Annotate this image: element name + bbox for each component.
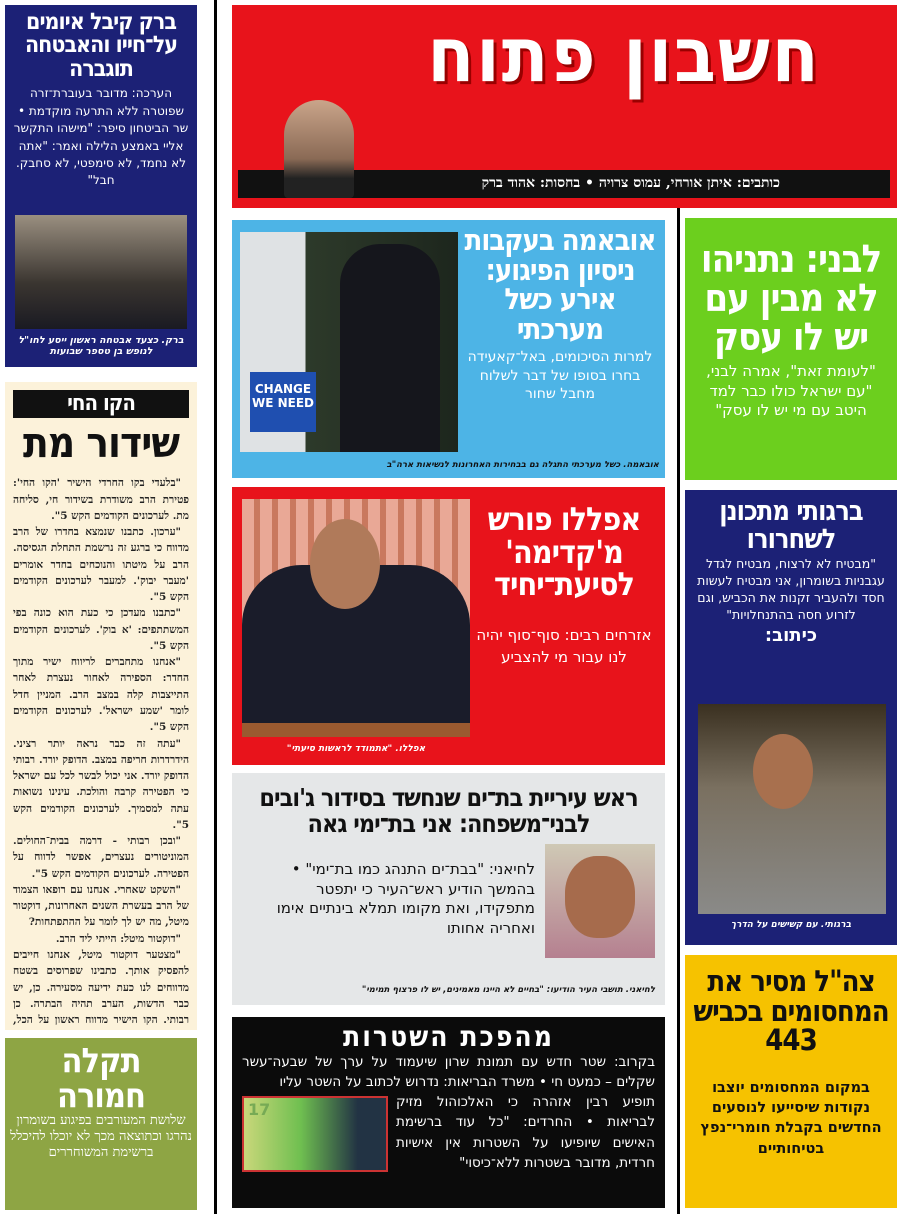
paragraph: "מצטער דוקטור מיטל, אנחנו חייבים להפסיק אותך. כתבינו שפרוסים בשטח מדווחים לנו כעת ידיעה מסעירה. כן, יש כבר הדשות, הערב תהיה הבתרה. כן רבותי. הקו הישיר מדווח ראשון על הכל, xyxy=(13,948,189,1027)
caption: לחיאני. תושבי העיר הודיעו: "בחיים לא היינו מאמינים, יש לו פרצוף תמימי" xyxy=(361,985,655,995)
subhead-top: בקרוב: שטר חדש עם תמונת שרון שיעמוד על ערך של שבעה־עשר שקלים – כמעט חי • משרד הבריאות: נדרוש לכתוב על השטר עליו xyxy=(242,1053,655,1090)
paragraph: "עתה זה כבר נראה יותר רציני. הידרדרות חריפה במצב. הדופק יורד. רבותי הדופק יורד. אני יכול לבשר לכל עם ישראל כי הפטירה קרבה והולכת. עינינו נשואות עתה למסמיך. לערכונים הקודמים הקש 5". xyxy=(13,737,189,831)
subhead: למרות הסיכומים, באל־קאעידה בחרו בסופו של דבר לשלוח מחבל שחור xyxy=(467,349,653,402)
obama-story xyxy=(232,220,665,478)
banknote-value: 17 xyxy=(248,1100,271,1120)
label: כיתוב: xyxy=(764,624,818,646)
takala-story xyxy=(5,1038,197,1210)
livni-story xyxy=(685,218,897,480)
paragraph: "ובכן רבותי - דרמה בבית־החולים. המוניטורים נעצרים, אפשר לדווח על הפטירה. לערכונים הקודמים הקש 5". xyxy=(13,835,189,880)
subhead: "לעומת זאת", אמרה לבני, "עם ישראל כולו כבר למד היטב עם מי יש לו עסק" xyxy=(706,362,876,420)
caption: אובאמה. כשל מערכתי התגלה גם בבחירות האחרונות לנשיאות ארה"ב xyxy=(386,460,659,470)
section-label: הקו החי xyxy=(13,390,189,418)
headline: מהפכת השטרות xyxy=(343,1020,554,1053)
caption: ברגותי. עם קשישים על הדרך xyxy=(730,920,852,930)
barghouti-photo xyxy=(698,704,886,914)
paragraph: "ערכון. כתבנו שנמצא בחדרו של הרב מדווח כי ברגע זה נרשמת התחלת הגסיסה. הרב על מיטתו והנוכחים בחדר אומרים 'מעבר יבוק'. למעבר לערכונים הקודמים הקש 5". xyxy=(13,526,189,604)
masthead xyxy=(232,5,897,208)
paragraph: "אנחנו מתחברים לריווח ישיר מתוך החדר: הספירה לאחור נעצרת לאחר התייצבות קלה במצב הרב. המניין חדל לומר 'שמע ישראל'. לערכונים הקודמים הקש 5". xyxy=(13,656,189,734)
lahiani-face xyxy=(565,856,635,938)
headline: ראש עיריית בת־ים שנחשד בסידור ג'ובים לבני־משפחה: אני בת־ימי גאה xyxy=(259,783,638,838)
article-body xyxy=(13,475,189,1030)
headline: ברגותי מתכונן לשחרורו xyxy=(719,496,863,555)
podium-sign: CHANGE WE NEED xyxy=(250,372,316,432)
banknote-image xyxy=(242,1096,388,1172)
police-row xyxy=(242,1092,655,1173)
obama-text xyxy=(461,223,659,403)
byline: כותבים: איתן אורחי, עמוס צרויה • בחסות: אהוד ברק xyxy=(481,175,780,191)
headline: שידור מת xyxy=(23,418,179,468)
aflalo-face xyxy=(310,519,380,609)
desk xyxy=(242,723,470,737)
batyam-row xyxy=(242,844,655,938)
headline: ברק קיבל איומים על־חייו והאבטחה תוגברה xyxy=(24,9,178,82)
column-rule xyxy=(214,0,217,1214)
subhead: אזרחים רבים: סוף־סוף יהיה לנו עבור מי להצביע xyxy=(476,625,652,666)
aflalo-story xyxy=(232,487,665,765)
headline: לבני: נתניהו לא מבין עם יש לו עסק xyxy=(700,237,882,359)
caption: אפללו. "אתמודד לראשות סיעתי" xyxy=(286,744,426,754)
masthead-title: חשבון פתוח xyxy=(427,10,821,99)
headline: אובאמה בעקבות ניסיון הפיגוע: אירע כשל מערכתי xyxy=(464,223,656,346)
police-story xyxy=(232,1017,665,1208)
lahiani-photo xyxy=(545,844,655,958)
headline: אפללו פורש מ'קדימה' לסיעת־יחיד xyxy=(487,500,641,604)
kav-hachai-column xyxy=(5,382,197,1030)
subhead: לחיאני: "בבת־ים התנהג כמו בת־ימי" • בהמשך הודיע ראש־העיר כי יתפטר מתפקידו, ואת מקומו תמלא בינתיים אימו ואחריה אחותו xyxy=(276,860,535,937)
obama-photo xyxy=(240,232,458,452)
subhead: שלושת המעורבים בפיגוע בשומרון נהרגו וכתוצאה מכך לא יוכלו להיכלל ברשימת המשוחררים xyxy=(10,1113,192,1160)
batyam-story xyxy=(232,773,665,1005)
subhead: "מבטיח לא לרצוח, מבטיח לגדל עגבניות בשומרון, אני מבטיח לעשות חסד ולהעביר זקנות את הכביש, וגם לזרוע חסה בהתנחלויות" xyxy=(697,556,885,622)
caption: ברק. כצעד אבטחה ראשון ייסע לחו"ל לנופש בן טספר שבועות xyxy=(18,335,184,357)
barghouti-story xyxy=(685,490,897,945)
headline: תקלה חמורה xyxy=(56,1041,146,1116)
column-rule xyxy=(677,205,680,1214)
subhead: הערכה: מדובר בעוברת־זרה שפוטרה ללא התרעה מוקדמת • שר הביטחון סיפר: "מישהו התקשר אליי באמצע הלילה ואמר: "אתה לא נחמד, לא סימפטי, לא סחבק. חבל" xyxy=(13,86,189,188)
paragraph: "דוקטור מיטל: הייתי ליד הרב. xyxy=(55,932,181,945)
idf-story xyxy=(685,955,897,1208)
paragraph: "השקט שאחרי. אנחנו עם רופאו הצמוד של הרב בעשרת השנים האחרונות, דוקטור מיטל, מה יש לך לומר על ההתפתחות? xyxy=(13,883,189,929)
aflalo-text xyxy=(473,500,655,668)
obama-figure xyxy=(340,244,440,452)
paragraph: "כתבנו מעדכן כי כעת הוא כונה בפי המשתתפים: 'א בוק'. לערכונים הקודמים הקש 5". xyxy=(13,607,189,652)
barghouti-face xyxy=(753,734,813,809)
subhead-side: תופיע רבין אזהרה כי האלכוהול מזיק לבריאות • החרדים: "כל עוד ברשימת האישים שיופיעו על השטרות אין אישיות חרדית, מדובר בשטרות ללא־כיסוי" xyxy=(396,1094,655,1171)
headline: צה"ל מסיר את המחסומים בכביש 443 xyxy=(693,964,889,1058)
barak-photo xyxy=(15,215,187,329)
subhead: במקום המחסומים יוצבו נקודות שיסייעו לנוסעים החדשים בקבלת חומרי־נפץ בטיחותיים xyxy=(700,1079,882,1157)
barak-portrait xyxy=(284,100,354,198)
paragraph: "בלעדי בקו החרדי הישיר 'הקו החי': פטירת הרב משודרת בשידור חי, סליחה מת. לערכונים הקודמים הקש 5". xyxy=(13,477,189,522)
barak-story xyxy=(5,5,197,367)
aflalo-photo xyxy=(242,499,470,737)
